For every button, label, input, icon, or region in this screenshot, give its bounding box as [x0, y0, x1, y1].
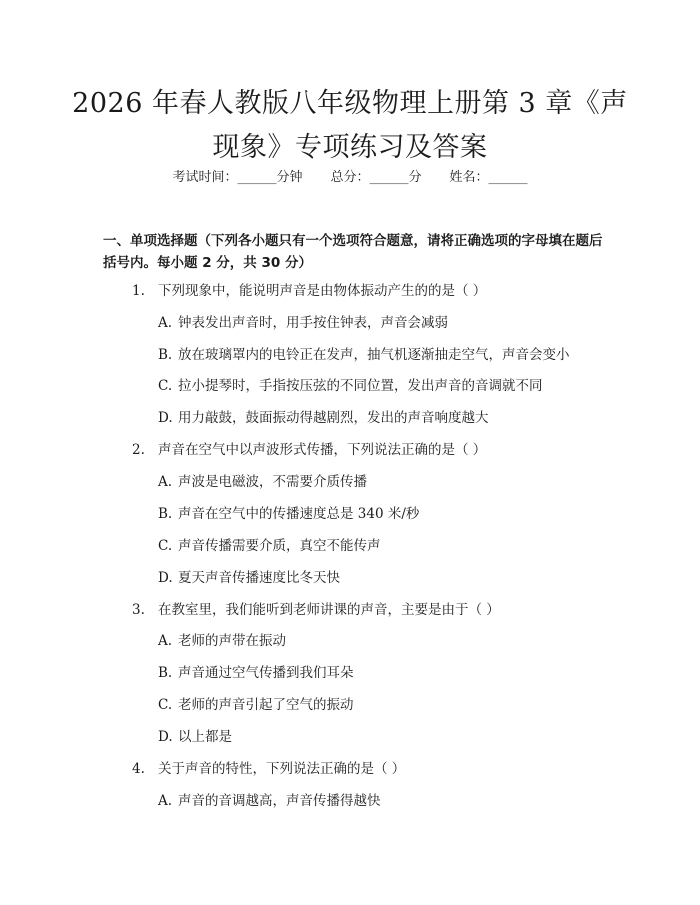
option-letter: A.	[158, 633, 173, 649]
question-number: 2.	[132, 442, 145, 458]
question-4-option-a	[158, 791, 381, 811]
option-text: 放在玻璃罩内的电铃正在发声，抽气机逐渐抽走空气，声音会变小	[178, 347, 570, 363]
option-letter: C.	[158, 697, 173, 713]
question-2-option-d	[158, 568, 340, 588]
question-3	[132, 600, 500, 620]
option-text: 以上都是	[178, 729, 232, 745]
question-1-option-d	[158, 408, 489, 428]
question-3-option-d	[158, 727, 232, 747]
section-heading: 一、单项选择题（下列各小题只有一个选项符合题意，请将正确选项的字母填在题后括号内。每小题 2 分，共 30 分）	[103, 233, 603, 271]
option-letter: B.	[158, 665, 173, 681]
question-number: 1.	[132, 283, 145, 299]
option-letter: B.	[158, 506, 173, 522]
question-2-option-c	[158, 536, 381, 556]
name-blank: ______	[488, 170, 528, 185]
question-1-option-a	[158, 313, 448, 333]
question-1	[132, 281, 486, 301]
question-text: 关于声音的特性，下列说法正确的是（ ）	[158, 761, 406, 777]
total-score-unit: 分	[408, 170, 422, 185]
option-text: 夏天声音传播速度比冬天快	[178, 570, 340, 586]
option-text: 声音通过空气传播到我们耳朵	[178, 665, 354, 681]
option-text: 用力敲鼓，鼓面振动得越剧烈，发出的声音响度越大	[178, 410, 489, 426]
option-letter: A.	[158, 315, 173, 331]
total-score-label: 总分：	[330, 170, 370, 185]
option-text: 老师的声音引起了空气的振动	[178, 697, 354, 713]
option-text: 钟表发出声音时，用手按住钟表，声音会减弱	[178, 315, 448, 331]
option-letter: A.	[158, 474, 173, 490]
exam-time-blank: ______	[237, 170, 277, 185]
question-4	[132, 759, 405, 779]
option-letter: D.	[158, 410, 173, 426]
exam-info-line	[0, 168, 700, 188]
option-text: 声音在空气中的传播速度总是 340 米/秒	[178, 506, 420, 522]
option-letter: D.	[158, 570, 173, 586]
option-text: 声波是电磁波，不需要介质传播	[178, 474, 367, 490]
option-letter: A.	[158, 793, 173, 809]
question-2	[132, 440, 486, 460]
question-2-option-b	[158, 504, 419, 524]
question-2-option-a	[158, 472, 367, 492]
option-text: 声音的音调越高，声音传播得越快	[178, 793, 381, 809]
option-text: 老师的声带在振动	[178, 633, 286, 649]
question-3-option-b	[158, 663, 354, 683]
question-text: 下列现象中，能说明声音是由物体振动产生的的是（ ）	[158, 283, 487, 299]
option-text: 声音传播需要介质，真空不能传声	[178, 538, 381, 554]
option-text: 拉小提琴时，手指按压弦的不同位置，发出声音的音调就不同	[178, 378, 543, 394]
question-text: 声音在空气中以声波形式传播，下列说法正确的是（ ）	[158, 442, 487, 458]
name-label: 姓名：	[449, 170, 489, 185]
question-3-option-c	[158, 695, 354, 715]
question-number: 3.	[132, 602, 145, 618]
question-1-option-c	[158, 376, 543, 396]
question-number: 4.	[132, 761, 145, 777]
question-1-option-b	[158, 345, 570, 365]
option-letter: C.	[158, 378, 173, 394]
question-text: 在教室里，我们能听到老师讲课的声音，主要是由于（ ）	[158, 602, 500, 618]
exam-time-unit: 分钟	[276, 170, 303, 185]
option-letter: D.	[158, 729, 173, 745]
document-title: 2026 年春人教版八年级物理上册第 3 章《声现象》专项练习及答案	[72, 88, 628, 163]
total-score-blank: ______	[369, 170, 409, 185]
option-letter: C.	[158, 538, 173, 554]
option-letter: B.	[158, 347, 173, 363]
exam-time-label: 考试时间：	[172, 170, 238, 185]
question-3-option-a	[158, 631, 286, 651]
